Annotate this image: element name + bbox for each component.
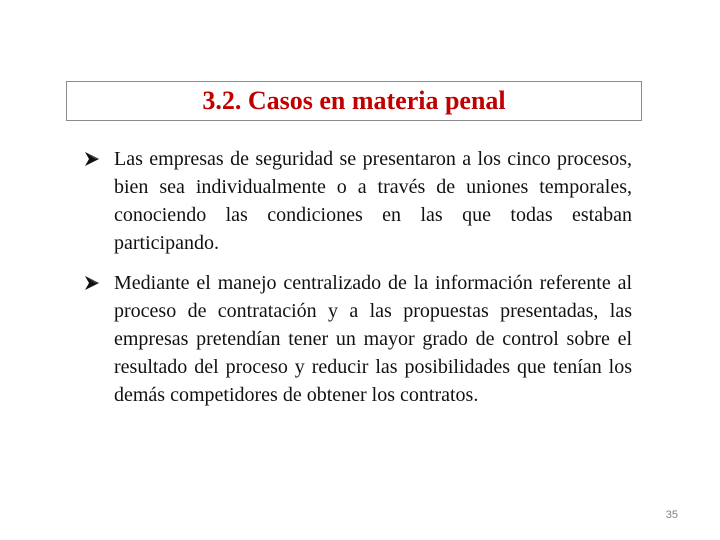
bullet-list: [84, 145, 632, 409]
bullet-text: Mediante el manejo centralizado de la información referente al proceso de contratación y a las propuestas presentadas, las empresas pretendían tener un mayor grado de control sobre el resultado del proceso y reducir las posibilidades que tenían los demás competidores de obtener los contratos.: [114, 272, 632, 406]
bullet-item: [84, 269, 632, 409]
arrowhead-bullet-icon: [84, 269, 106, 297]
bullet-text: Las empresas de seguridad se presentaron a los cinco procesos, bien sea individualmente o a través de uniones temporales, conociendo las condiciones en las que todas estaban participando.: [114, 148, 632, 254]
slide-title: 3.2. Casos en materia penal: [202, 86, 506, 115]
arrowhead-bullet-icon: [84, 145, 106, 173]
bullet-item: [84, 145, 632, 257]
page-number: 35: [665, 509, 678, 521]
slide-title-box: [66, 81, 642, 121]
